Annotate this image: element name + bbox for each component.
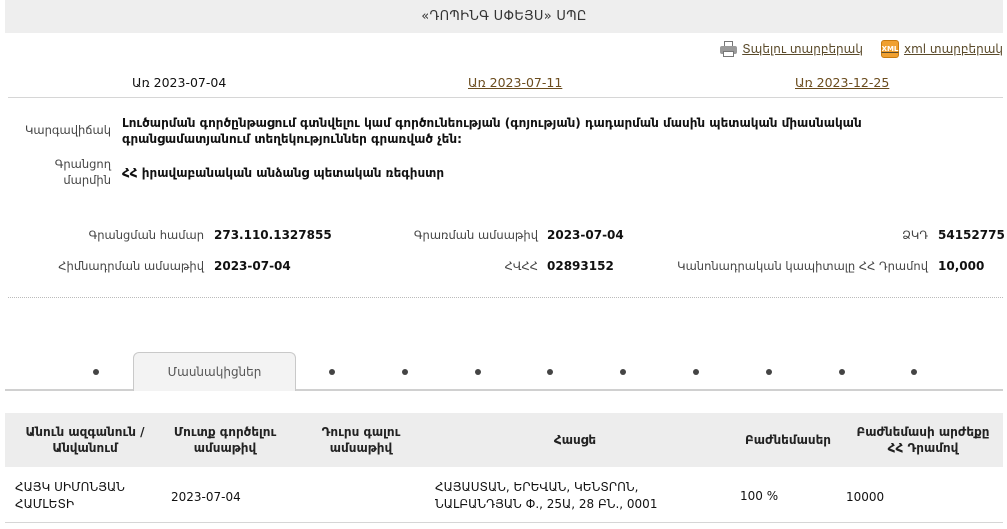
printer-icon [720,41,737,57]
xml-version-label: xml տարբերակ [903,42,1003,56]
reg-date-label: Գրառման ամսաթիվ [413,228,538,242]
participant-address: ՀԱՅԱՍՏԱՆ, ԵՐԵՎԱՆ, ԿԵՆՏՐՈՆ, ՆԱԼԲԱՆԴՅԱՆ Փ., 25Ա, 28 ԲՆ., 0001 [435,480,658,511]
col-share-value: Բաժնեմասի արժեքը ՀՀ Դրամով [856,425,990,455]
col-entry-date: Մուտք գործելու ամսաթիվ [173,425,277,455]
print-version-label: Տպելու տարբերակ [742,42,863,56]
found-date-value: 2023-07-04 [214,259,291,273]
reg-number-label: Գրանցման համար [88,228,204,242]
export-links [720,40,1003,58]
company-title: «ԴՈՊԻՆԳ ՍՓԵՅՍ» ՍՊԸ [421,9,587,24]
participant-name: ՀԱՅԿ ՍԻՄՈՆՅԱՆ ՀԱՄԼԵՏԻ [15,480,125,511]
tin-value: 02893152 [547,259,614,273]
col-name: Անուն ազգանուն / Անվանում [25,425,145,455]
tin-label: ՀՎՀՀ [504,259,538,273]
row-divider [5,522,1003,523]
dotted-divider [8,297,1003,298]
xml-version-link[interactable] [881,40,1003,58]
date-link-2023-07-11[interactable]: Առ 2023-07-11 [468,75,563,90]
participants-table-header [5,413,1003,467]
participant-entry-date: 2023-07-04 [171,490,241,504]
tab-bullet-8[interactable] [766,369,772,375]
tab-participants-label: Մասնակիցներ [167,365,262,379]
zkd-label: ՁԿԴ [902,228,928,242]
tab-bullet-7[interactable] [693,369,699,375]
tab-bullet-9[interactable] [839,369,845,375]
reg-number-value: 273.110.1327855 [214,228,332,242]
reg-date-value: 2023-07-04 [547,228,624,242]
col-exit-date: Դուրս գալու ամսաթիվ [321,425,401,455]
registrar-value: ՀՀ իրավաբանական անձանց պետական ռեգիստր [122,166,445,180]
tab-bullet-3[interactable] [402,369,408,375]
tab-bullet-10[interactable] [911,369,917,375]
status-label: Կարգավիճակ [25,123,111,137]
snapshot-dates [0,75,1007,93]
company-title-bar [5,0,1003,33]
current-date: Առ 2023-07-04 [132,75,227,90]
capital-label: Կանոնադրական կապիտալը ՀՀ Դրամով [677,259,928,273]
divider [8,97,1003,98]
col-share: Բաժնեմասեր [745,433,831,447]
tab-bullet-6[interactable] [620,369,626,375]
xml-file-icon: XML [881,40,899,58]
date-link-2023-12-25[interactable]: Առ 2023-12-25 [795,75,890,90]
status-value: Լուծարման գործընթացում գտնվելու կամ գործունեության (գոյության) դադարման մասին պետական միասնական գրանցամատյանում տեղեկություններ գրառված չեն: [122,116,862,146]
tab-bullet-1[interactable] [93,369,99,375]
registrar-label: Գրանցող մարմին [54,157,111,187]
tab-bullet-5[interactable] [547,369,553,375]
capital-value: 10,000 [938,259,985,273]
participant-share-value: 10000 [846,490,885,504]
participant-share: 100 % [740,489,779,503]
found-date-label: Հիմնադրման ամսաթիվ [58,259,204,273]
tab-participants[interactable] [133,352,296,391]
col-address: Հասցե [553,433,597,447]
tab-bullet-4[interactable] [475,369,481,375]
print-version-link[interactable] [720,41,863,57]
tab-bullet-2[interactable] [329,369,335,375]
zkd-value: 54152775 [938,228,1005,242]
